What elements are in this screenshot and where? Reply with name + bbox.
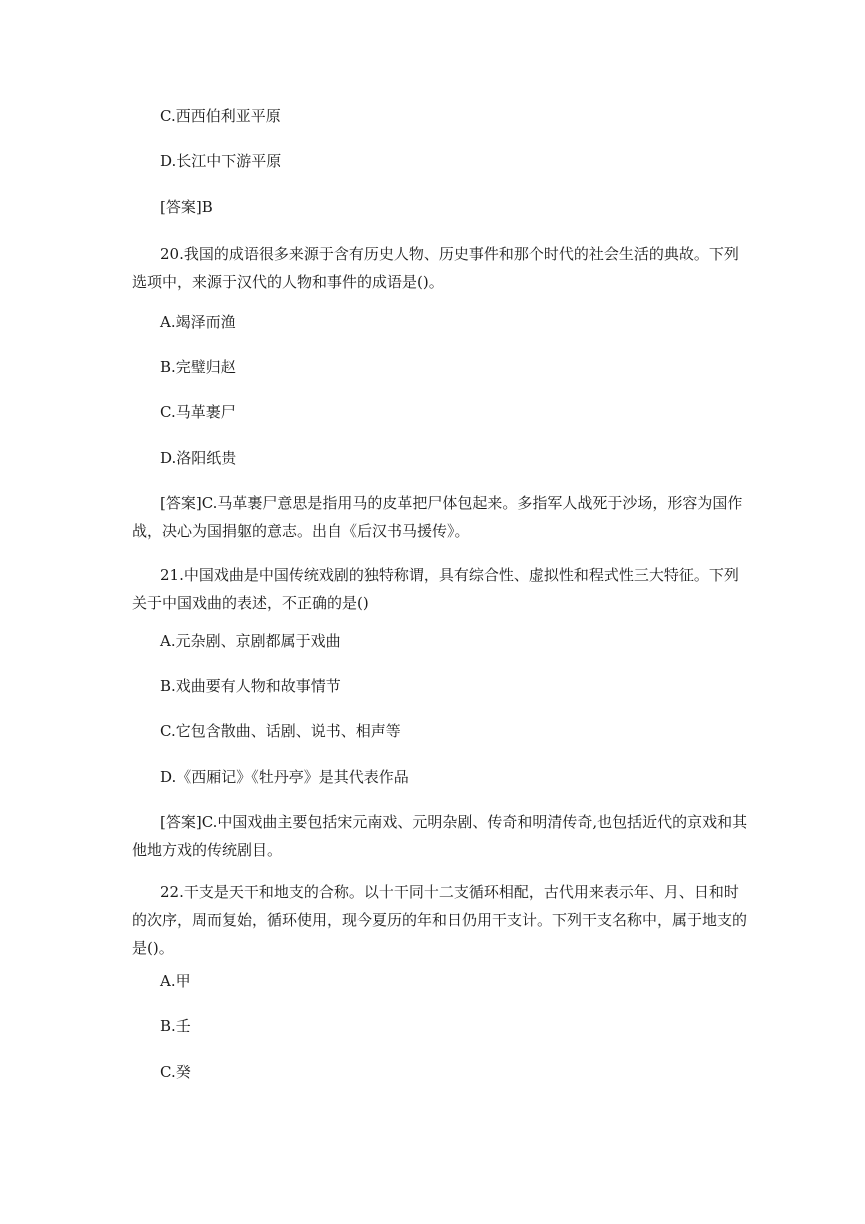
q19-option-d: D.长江中下游平原 (160, 152, 282, 170)
q20-question: 20.我国的成语很多来源于含有历史人物、历史事件和那个时代的社会生活的典故。下列选项中，来源于汉代的人物和事件的成语是()。 (132, 245, 739, 291)
q21-option-a: A.元杂剧、京剧都属于戏曲 (160, 632, 341, 650)
q22-question: 22.干支是天干和地支的合称。以十干同十二支循环相配，古代用来表示年、月、日和时的次序，周而复始，循环使用，现今夏历的年和日仍用干支计。下列干支名称中，属于地支的是()。 (132, 883, 748, 957)
q22-option-c: C.癸 (160, 1063, 191, 1081)
q21-option-d: D.《西厢记》《牡丹亭》是其代表作品 (160, 768, 409, 786)
q19-option-c: C.西西伯利亚平原 (160, 107, 281, 125)
q20-option-c: C.马革裹尸 (160, 403, 236, 421)
q21-question: 21.中国戏曲是中国传统戏剧的独特称谓，具有综合性、虚拟性和程式性三大特征。下列关于中国戏曲的表述，不正确的是() (132, 566, 739, 612)
q22-option-b: B.壬 (160, 1017, 191, 1035)
q20-option-d: D.洛阳纸贵 (160, 449, 237, 467)
q19-answer: [答案]B (160, 198, 213, 216)
q21-option-b: B.戏曲要有人物和故事情节 (160, 677, 341, 695)
q20-option-b: B.完璧归赵 (160, 358, 236, 376)
q21-option-c: C.它包含散曲、话剧、说书、相声等 (160, 722, 401, 740)
q20-answer: [答案]C.马革裹尸意思是指用马的皮革把尸体包起来。多指军人战死于沙场，形容为国作战，决心为国捐躯的意志。出自《后汉书马援传》。 (132, 494, 743, 540)
q21-answer: [答案]C.中国戏曲主要包括宋元南戏、元明杂剧、传奇和明清传奇,也包括近代的京戏和其他地方戏的传统剧目。 (132, 813, 748, 859)
q22-option-a: A.甲 (160, 972, 191, 990)
q20-option-a: A.竭泽而渔 (160, 313, 236, 331)
